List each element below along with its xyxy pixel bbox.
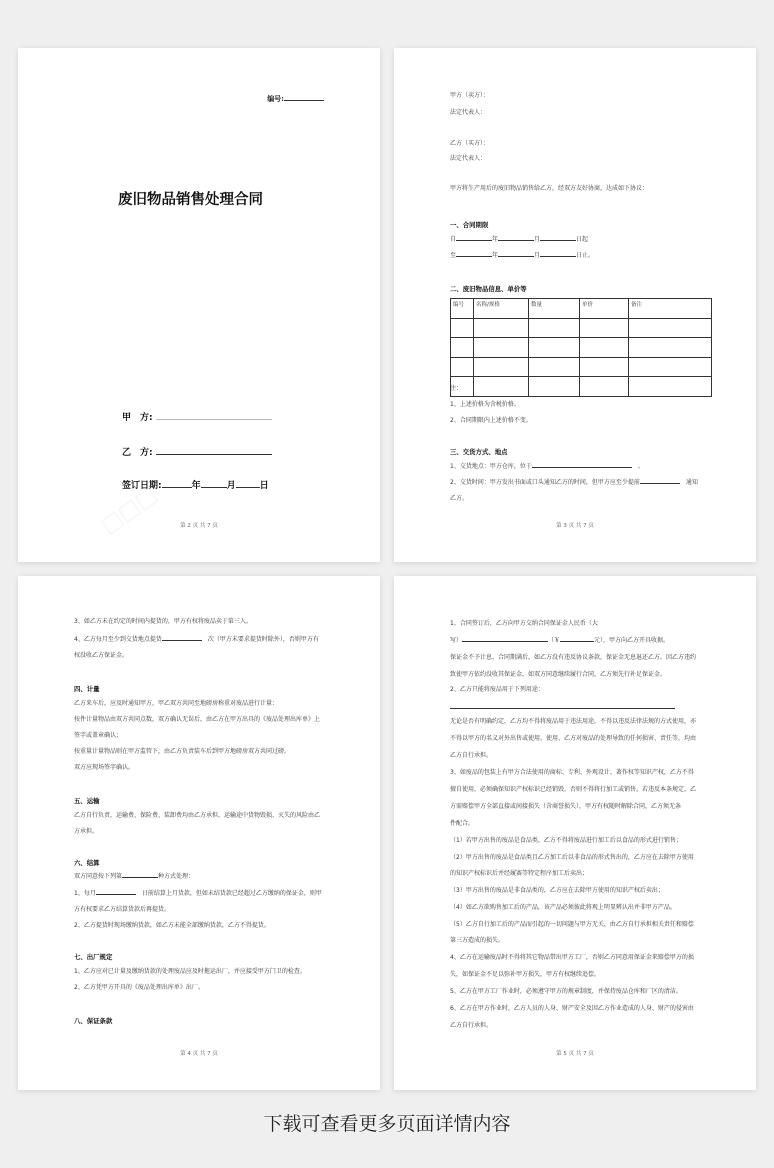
text-line: 2、乙方只能将废品用于下列用途： — [450, 686, 544, 693]
usage-blank-line — [450, 708, 675, 709]
text-line: 1、合同签订后，乙方向甲方交纳合同保证金人民币（大 — [450, 620, 598, 627]
table-header-cell: 名称/规格 — [474, 299, 529, 319]
party-b-blank — [156, 445, 272, 455]
page-body — [450, 576, 710, 1090]
table-header-cell: 数量 — [529, 299, 580, 319]
text-line: （4）如乙方欲购售加工后的产品，该产品必须彼此将观上明显辨认出并非甲方产品。 — [450, 904, 676, 911]
text-line: 法定代表人： — [450, 109, 487, 116]
text-line: 件配合。 — [450, 820, 475, 827]
text-line: 2、乙方提货时现场缴纳货款，如乙方未能全部缴纳货款，乙方不得提货。 — [74, 922, 270, 929]
text-line: 保证金不予计息，合同期满后，如乙方没有违反协议条款，保证金无息退还乙方。因乙方违约 — [450, 654, 697, 661]
contract-page-5 — [394, 576, 756, 1090]
section-title: 七、出厂规定 — [74, 953, 113, 961]
table-header-row — [451, 299, 712, 319]
text-line: 甲方（卖方）： — [450, 92, 490, 99]
contract-number-label: 编号: — [267, 95, 284, 103]
text-line: 擅自使用，必须确保知识产权标识已经销毁，否则不得将行加工或销售。若违反本条规定，乙 — [450, 786, 697, 793]
page-footer: 第 5 页 共 7 页 — [556, 1051, 594, 1057]
page-body — [74, 576, 334, 1090]
text-line: 第三方造成的损失。 — [450, 937, 505, 944]
text-line: 签字或盖章确认； — [74, 732, 123, 739]
contract-page-3 — [394, 48, 756, 562]
text-line: 乙方自行负责，运输费、保险费、装卸费均由乙方承担，运输途中货物毁损、灭失的风险由乙 — [74, 812, 321, 819]
table-row — [451, 318, 712, 338]
page-body — [450, 48, 710, 562]
text-line: 双方应现场签字确认。 — [74, 764, 135, 771]
day-label: 日 — [259, 481, 269, 491]
section-title: 八、保证条款 — [74, 1017, 113, 1025]
party-b-label: 乙 方: — [122, 448, 153, 458]
text-line: 2、乙方凭甲方开具的《废品处理出库单》出厂。 — [74, 984, 204, 991]
party-a-line — [122, 410, 272, 423]
contract-page-4 — [18, 576, 380, 1090]
text-line: 权没收乙方保证金。 — [74, 652, 129, 659]
page-footer: 第 4 页 共 7 页 — [180, 1051, 218, 1057]
text-line: 双方同意按下列第 种方式处理： — [74, 873, 195, 880]
section-title: 二、废旧物品信息、单价等 — [450, 285, 527, 293]
sign-date-line — [122, 478, 269, 491]
text-line: 乙方（买方）： — [450, 140, 490, 147]
party-b-line — [122, 445, 272, 458]
text-line: 乙方。 — [450, 495, 469, 502]
download-more-caption[interactable]: 下载可查看更多页面详情内容 — [263, 1113, 511, 1135]
term-end-line: 至 年 月 日止。 — [450, 252, 595, 259]
text-line: 失，如保证金不足以弥补甲方损失，甲方有权继续追偿。 — [450, 971, 601, 978]
text-line: 方承担。 — [74, 828, 99, 835]
month-label: 月 — [226, 481, 236, 491]
table-row — [451, 357, 712, 377]
table-header-cell: 备注 — [629, 299, 712, 319]
text-line: （5）乙方自行加工后的产品而引起的一切问题与甲方无关，由乙方自行承担相关责任和赔偿 — [450, 921, 694, 928]
text-line: 乙方来车后，应及时通知甲方，甲乙双方共同至地磅房称重对废品进行计量： — [74, 700, 279, 707]
text-line: 的知识产权标识后并经履赛等特定程序加工后卖出； — [450, 870, 589, 877]
contract-title: 废旧物品销售处理合同 — [118, 192, 263, 208]
text-line: 法定代表人： — [450, 155, 487, 162]
text-line: 甲方将生产用后的废旧物品销售给乙方，经双方友好协商，达成如下协议： — [450, 185, 649, 192]
text-line: 写） （￥ 元），甲方向乙方开具收据。 — [450, 637, 670, 644]
text-line: 乙方自行承担。 — [450, 1022, 493, 1029]
text-line: 1、交货地点：甲方仓库，位于 。 — [450, 463, 644, 470]
note-label: 注： — [450, 385, 463, 392]
text-line: （1）若甲方出售的废品是食品类，乙方不得将废品进行加工后以食品的形式进行销售； — [450, 837, 682, 844]
text-line: 1、每月 日前结算上月货款，但如未结货款已经超过乙方缴纳的保证金，则甲 — [74, 890, 322, 897]
text-line: 致使甲方依约没收其保证金，如双方同意继续履行合同，乙方须先行补足保证金。 — [450, 671, 667, 678]
text-line: 无论是否有明确约定，乙方均不得将废品用于违法用途，不得以违反法律法规的方式使用，亦 — [450, 718, 697, 725]
contract-page-cover — [18, 48, 380, 562]
party-a-label: 甲 方: — [122, 413, 153, 423]
text-line: 3、如废品的包装上有甲方合法使用的商标、专利、外观设计、著作权等知识产权，乙方不得 — [450, 769, 694, 776]
table-header-cell: 编号 — [451, 299, 474, 319]
section-title: 四、计量 — [74, 685, 100, 693]
section-title: 六、结算 — [74, 859, 100, 867]
table-header-cell: 单价 — [580, 299, 629, 319]
text-line: 按件计量物品由双方共同点数，双方确认无误后，由乙方在甲方出具的《废品处理出库单》上 — [74, 716, 321, 723]
text-line: 1、上述价格为含税价格。 — [450, 401, 520, 408]
month-blank — [201, 478, 227, 488]
text-line: （2）甲方出售的废品是食品类且乙方加工后以非食品的形式售出的，乙方应在去除甲方使用 — [450, 854, 694, 861]
sign-date-label: 签订日期: — [122, 481, 162, 491]
section-title: 一、合同期限 — [450, 221, 489, 229]
section-title: 三、交货方式、地点 — [450, 448, 508, 456]
table-row — [451, 377, 712, 397]
table-row — [451, 338, 712, 358]
page-footer: 第 2 页 共 7 页 — [180, 523, 218, 529]
party-a-blank — [156, 410, 272, 420]
section-title: 五、运输 — [74, 797, 100, 805]
text-line: 4、乙方在运输废品时不得将其它物品带出甲方工厂，否则乙方同意用保证金来赔偿甲方的损 — [450, 954, 694, 961]
text-line: 2、合同期限内上述价格不变。 — [450, 417, 532, 424]
contract-number-blank — [284, 93, 324, 101]
text-line: 方有权要求乙方结算货款后再提货。 — [74, 906, 171, 913]
text-line: 2、交货时间：甲方发出书面或口头通知乙方的时间，但甲方应至少提前 通知 — [450, 479, 698, 486]
text-line: 按重量计量物品则在甲方监管下，由乙方负责装车后到甲方地磅房双方共同过磅。 — [74, 748, 291, 755]
contract-number — [267, 93, 324, 104]
text-line: 乙方自行承担。 — [450, 752, 493, 759]
year-label: 年 — [191, 481, 201, 491]
text-line: 不得以甲方的名义对外出售或使用。使用、乙方对废品的处理导致的任何损害、责任等，均由 — [450, 735, 697, 742]
text-line: 1、乙方应对已计量及缴纳货款的处理废品应及时拖运出厂，并应接受甲方门卫的检查。 — [74, 968, 306, 975]
text-line: （3）甲方出售的废品是非食品类的，乙方应在去除甲方使用的知识产权后卖出； — [450, 887, 664, 894]
page-footer: 第 3 页 共 7 页 — [556, 523, 594, 529]
day-blank — [236, 478, 260, 488]
text-line: 6、乙方在甲方作业时，乙方人员的人身、财产安全及因乙方作业造成的人身、财产的侵害由 — [450, 1005, 694, 1012]
text-line: 5、乙方在甲方工厂作业时，必须遵守甲方的规章制度，并保持废品仓库和厂区的清洁。 — [450, 988, 682, 995]
goods-table — [450, 298, 712, 397]
year-blank — [162, 478, 192, 488]
term-start-line: 自 年 月 日起 — [450, 236, 589, 243]
text-line: 3、如乙方未在约定的时间内提货的，甲方有权将废品卖于第三人。 — [74, 618, 252, 625]
text-line: 方需赔偿甲方全部直接或间接损失（含商誉损失），甲方有权随时解除合同，乙方须无条 — [450, 803, 682, 810]
text-line: 4、乙方每月至少到交货地点提货 次（甲方未要求提货时除外），否则甲方有 — [74, 636, 319, 643]
